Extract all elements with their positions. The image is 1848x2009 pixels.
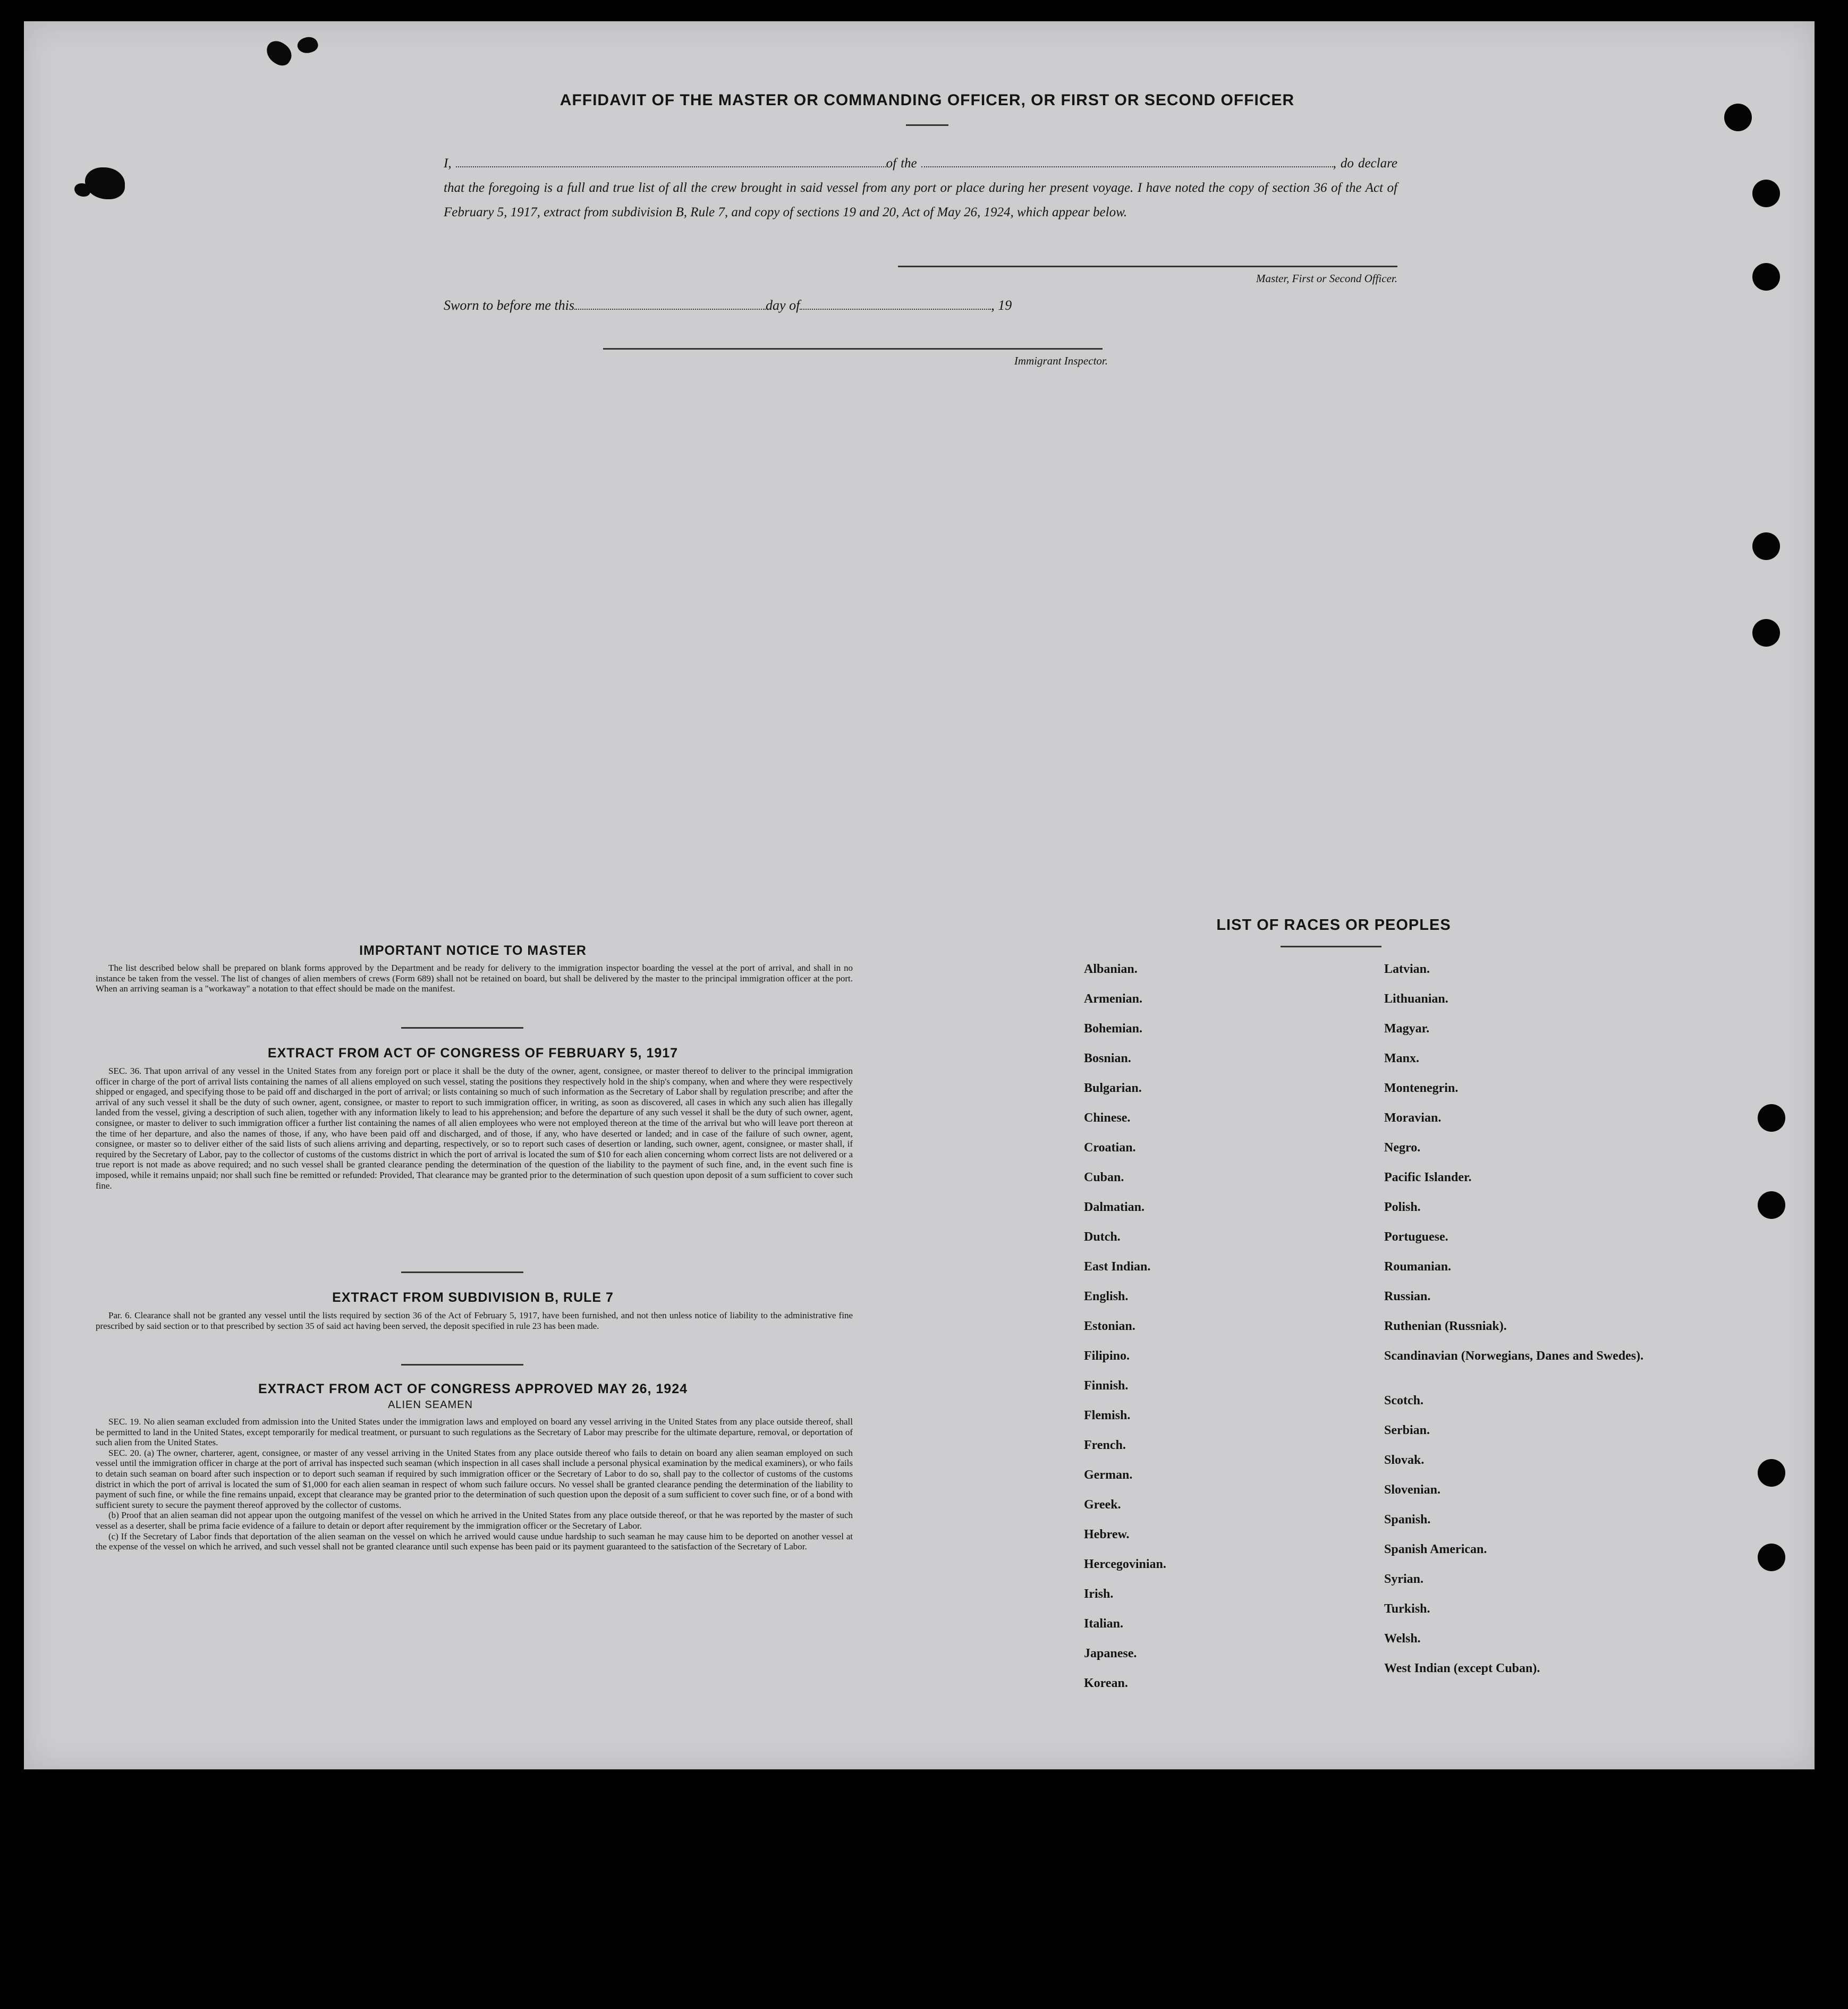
race-item: East Indian.: [1084, 1260, 1151, 1274]
sworn-day-of: day of: [766, 298, 800, 313]
extract-rule7-title: EXTRACT FROM SUBDIVISION B, RULE 7: [332, 1290, 614, 1305]
race-item: Turkish.: [1384, 1602, 1430, 1616]
master-signature-label: Master, First or Second Officer.: [1256, 272, 1397, 285]
extract-1917-body: [96, 1066, 853, 1191]
sworn-text: Sworn to before me this: [444, 298, 575, 313]
race-item: Bosnian.: [1084, 1052, 1131, 1065]
race-item: Montenegrin.: [1384, 1081, 1459, 1095]
officer-name-field[interactable]: [456, 156, 886, 167]
race-item: Scotch.: [1384, 1394, 1423, 1408]
extract-1924-title: EXTRACT FROM ACT OF CONGRESS APPROVED MAY 26, 1924: [258, 1381, 688, 1396]
affidavit-i: I,: [444, 156, 452, 171]
race-item: Albanian.: [1084, 962, 1138, 976]
race-item: Latvian.: [1384, 962, 1430, 976]
sworn-day-field[interactable]: [574, 298, 766, 310]
race-item: Slovenian.: [1384, 1483, 1441, 1497]
race-item: Scandinavian (Norwegians, Danes and Swedes).: [1384, 1349, 1644, 1363]
race-item: Bohemian.: [1084, 1022, 1143, 1036]
race-item: German.: [1084, 1468, 1133, 1482]
race-item: English.: [1084, 1290, 1129, 1303]
race-item: Moravian.: [1384, 1111, 1442, 1125]
title-divider: [906, 124, 948, 126]
race-item: Serbian.: [1384, 1423, 1430, 1437]
binder-hole: [1752, 532, 1780, 560]
inspector-signature-line[interactable]: [603, 348, 1103, 350]
race-item: Spanish.: [1384, 1513, 1431, 1527]
race-item: French.: [1084, 1438, 1126, 1452]
race-item: Manx.: [1384, 1052, 1419, 1065]
race-item: Lithuanian.: [1384, 992, 1448, 1006]
sec-20a-paragraph: SEC. 20. (a) The owner, charterer, agent, consignee, or master of any vessel arriving in the United States from any place outside thereof who fails to detain on board any alien seaman employed on such vessel until the immigration officer in charge at the port of arrival has inspected such seaman (which inspection in all cases shall include a personal physical examination by the medical examiners), or who fails to detain such seaman on board after such inspection or to deport such seaman if required by such immigration officer or the Secretary of Labor to do so, shall pay to the collector of customs of the customs district in which the port of arrival is located the sum of $1,000 for each alien seaman in respect of whom such failure occurs. No vessel shall be granted clearance pending the determination of the liability to payment of such fine, or while the fine remains unpaid, except that clearance may be granted prior to the determination of such question upon the deposit of a sum sufficient to cover such fine, or of a bond with sufficient surety to secure the payment thereof approved by the collector of customs.: [96, 1447, 853, 1510]
master-signature-line[interactable]: [898, 266, 1397, 267]
race-item: Magyar.: [1384, 1022, 1430, 1036]
race-item: Dutch.: [1084, 1230, 1121, 1244]
race-item: Flemish.: [1084, 1409, 1131, 1422]
sec-19-paragraph: SEC. 19. No alien seaman excluded from admission into the United States under the immigration laws and employed on board any vessel arriving in the United States from any place outside thereof, shall be permitted to land in the United States, except temporarily for medical treatment, or pursuant to such regulations as the Secretary of Labor may prescribe for the ultimate departure, removal, or deportation of such alien from the United States.: [96, 1417, 853, 1448]
races-right-column: [1384, 962, 1660, 1691]
section-divider: [401, 1364, 523, 1366]
race-item: Ruthenian (Russniak).: [1384, 1319, 1507, 1333]
notice-body: [96, 963, 853, 994]
section-36-paragraph: SEC. 36. That upon arrival of any vessel in the United States from any foreign port or place it shall be the duty of the owner, agent, consignee, or master thereof to deliver to the principal immigration officer in charge of the port of arrival lists containing the names of all aliens employed on such vessel, stating the positions they respectively hold in the ship's company, when and where they were respectively shipped or engaged, and specifying those to be paid off and discharged in the port of arrival; or lists containing so much of such information as the Secretary of Labor shall by regulation prescribe; and after the arrival of any such vessel it shall be the duty of such owner, agent, consignee, or master to report to such immigration officer, in writing, as soon as discovered, all cases in which any such alien has illegally landed from the vessel, giving a description of such alien, together with any information likely to lead to his apprehension; and before the departure of any such vessel it shall be the duty of such owner, agent, consignee, or master to deliver to such immigration officer a further list containing the names of all alien employees who were not employed thereon at the time of the arrival but who will leave port thereon at the time of her departure, and also the names of those, if any, who have been paid off and discharged, and of those, if any, who have deserted or landed; and in case of the failure of such owner, agent, consignee, or master so to deliver either of the said lists of such aliens arriving and departing, respectively, or so to report such cases of desertion or landing, such owner, agent, consignee, or master shall, if required by the Secretary of Labor, pay to the collector of customs of the customs district in which the port of arrival is located the sum of $10 for each alien concerning whom correct lists are not delivered or a true report is not made as above required; and no such vessel shall be granted clearance pending the determination of the question of the liability to the payment of such fine, and, in the event such fine is imposed, while it remains unpaid; nor shall such fine be remitted or refunded: Provided, That clearance may be granted prior to the determination of such question upon deposit of a sum sufficient to cover such fine.: [96, 1066, 853, 1191]
race-item: Irish.: [1084, 1587, 1114, 1601]
race-item: Russian.: [1384, 1290, 1431, 1303]
race-item: Dalmatian.: [1084, 1200, 1145, 1214]
binder-hole: [1758, 1191, 1785, 1219]
race-item: Hebrew.: [1084, 1528, 1130, 1541]
par-6-paragraph: Par. 6. Clearance shall not be granted any vessel until the lists required by section 36 of the Act of February 5, 1917, have been furnished, and not then unless notice of liability to the administrative fine prescribed by said section or to that prescribed by section 35 of said act having been served, the deposit specified in rule 23 has been made.: [96, 1310, 853, 1331]
race-item: Cuban.: [1084, 1171, 1124, 1184]
race-item: Finnish.: [1084, 1379, 1129, 1393]
race-item: Polish.: [1384, 1200, 1421, 1214]
race-item: Japanese.: [1084, 1647, 1137, 1660]
vessel-name-field[interactable]: [921, 156, 1333, 167]
race-item: Greek.: [1084, 1498, 1121, 1512]
affidavit-statement: [444, 151, 1397, 225]
race-item: Croatian.: [1084, 1141, 1136, 1155]
race-item: Pacific Islander.: [1384, 1171, 1472, 1184]
sworn-statement: [444, 298, 1188, 313]
section-divider: [401, 1027, 523, 1029]
affidavit-body: that the foregoing is a full and true list of all the crew brought in said vessel from any port or place during her present voyage. I have noted the copy of section 36 of the Act of February 5, 1917, extract from subdivision B, Rule 7, and copy of sections 19 and 20, Act of May 26, 1924, which appear below.: [444, 181, 1397, 219]
alien-seamen-subtitle: ALIEN SEAMEN: [388, 1399, 473, 1411]
notice-paragraph: The list described below shall be prepared on blank forms approved by the Department and be ready for delivery to the immigration inspector boarding the vessel at the port of arrival, and shall in no instance be taken from the vessel. The list of changes of alien members of crews (Form 689) shall not be retained on board, but shall be delivered by the master to the principal immigration officer at the port. When an arriving seaman is a "workaway" a notation to that effect should be made on the manifest.: [96, 963, 853, 994]
extract-1924-body: [96, 1417, 853, 1552]
sworn-year: , 19: [991, 298, 1012, 313]
race-item: Italian.: [1084, 1617, 1124, 1631]
race-item: Welsh.: [1384, 1632, 1421, 1646]
race-item: Slovak.: [1384, 1453, 1425, 1467]
race-item: Syrian.: [1384, 1572, 1424, 1586]
race-item: West Indian (except Cuban).: [1384, 1662, 1540, 1675]
sec-20b-paragraph: (b) Proof that an alien seaman did not appear upon the outgoing manifest of the vessel on which he arrived in the United States from any place outside thereof, or that he was reported by the master of such vessel as a deserter, shall be prima facie evidence of a failure to detain or deport after requirement by the immigration officer or the Secretary of Labor.: [96, 1510, 853, 1531]
race-item: Hercegovinian.: [1084, 1557, 1166, 1571]
race-item: Estonian.: [1084, 1319, 1135, 1333]
race-item: Korean.: [1084, 1676, 1128, 1690]
binder-hole: [1752, 263, 1780, 291]
binder-hole: [1758, 1544, 1785, 1571]
binder-hole: [1752, 619, 1780, 647]
sec-20c-paragraph: (c) If the Secretary of Labor finds that deportation of the alien seaman on the vessel on which he arrived would cause undue hardship to such seaman he may cause him to be deported on another vessel at the expense of the vessel on which he arrived, and such vessel shall not be granted clearance until such expense has been paid or its payment guaranteed to the satisfaction of the Secretary of Labor.: [96, 1531, 853, 1552]
binder-hole: [1758, 1104, 1785, 1132]
race-item: Armenian.: [1084, 992, 1142, 1006]
races-left-column: [1084, 962, 1339, 1706]
binder-hole: [1758, 1459, 1785, 1487]
sworn-month-field[interactable]: [800, 298, 991, 310]
binder-hole: [1724, 104, 1752, 131]
races-title: LIST OF RACES OR PEOPLES: [1216, 917, 1451, 934]
extract-rule7-body: [96, 1310, 853, 1331]
affidavit-do-declare: , do declare: [1333, 156, 1397, 171]
extract-1917-title: EXTRACT FROM ACT OF CONGRESS OF FEBRUARY 5, 1917: [267, 1046, 679, 1061]
race-item: Roumanian.: [1384, 1260, 1452, 1274]
affidavit-title: AFFIDAVIT OF THE MASTER OR COMMANDING OFFICER, OR FIRST OR SECOND OFFICER: [560, 91, 1295, 109]
notice-title: IMPORTANT NOTICE TO MASTER: [359, 943, 587, 958]
affidavit-of-the: of the: [886, 156, 917, 171]
race-item: Portuguese.: [1384, 1230, 1448, 1244]
race-item: Bulgarian.: [1084, 1081, 1142, 1095]
race-item: Chinese.: [1084, 1111, 1131, 1125]
binder-hole: [1752, 180, 1780, 207]
race-item: Spanish American.: [1384, 1542, 1487, 1556]
inspector-signature-label: Immigrant Inspector.: [1014, 354, 1108, 367]
section-divider: [401, 1271, 523, 1273]
race-item: Negro.: [1384, 1141, 1421, 1155]
races-divider: [1281, 946, 1381, 947]
race-item: Filipino.: [1084, 1349, 1130, 1363]
